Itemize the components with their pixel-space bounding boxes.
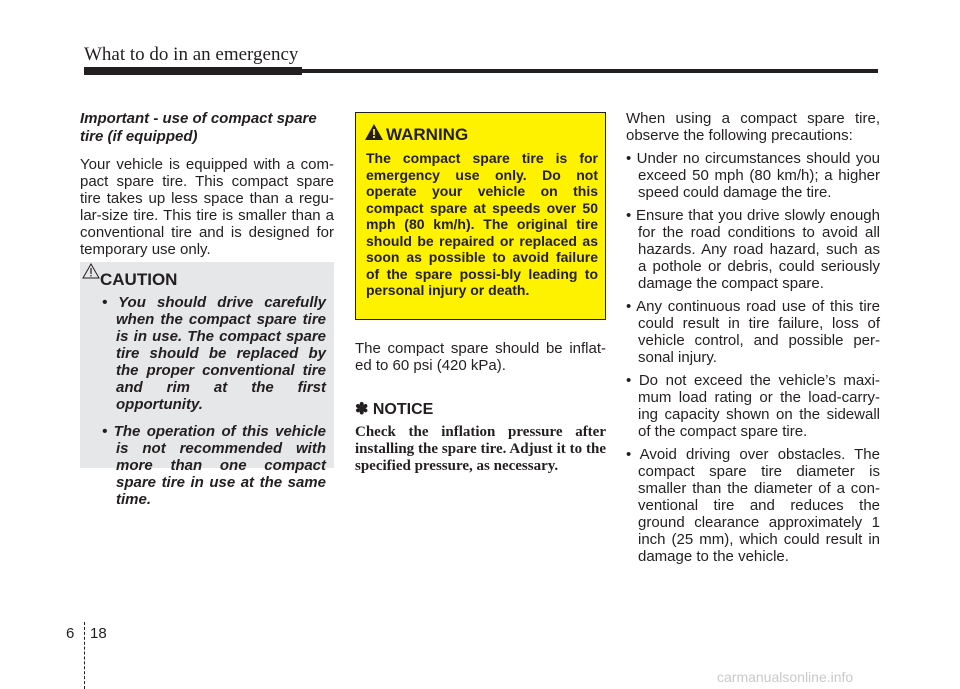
precautions-intro: When using a compact spare tire, observe the following precautions: bbox=[626, 110, 880, 144]
section-subhead: Important - use of compact spare tire (if equipped) bbox=[80, 110, 317, 145]
warning-title: WARNING bbox=[386, 125, 469, 144]
caution-list bbox=[102, 294, 326, 518]
inflation-paragraph: The compact spare should be inflat-ed to 60 psi (420 kPa). bbox=[355, 340, 606, 374]
precaution-item: • Ensure that you drive slowly enough for the road conditions to avoid all hazards. Any road hazard, such as a pothole or debris, could seriously damage the compact spare. bbox=[626, 207, 880, 292]
header-rule bbox=[84, 69, 878, 73]
page-number: 18 bbox=[90, 625, 107, 642]
page-header-title: What to do in an emergency bbox=[84, 44, 299, 65]
caution-box bbox=[80, 262, 334, 508]
caution-title: CAUTION bbox=[100, 270, 178, 289]
precaution-item: • Avoid driving over obstacles. The compact spare tire diameter is smaller than the diameter of a con-ventional tire and reduces the ground clearance approximately 1 inch (25 mm), which could result in damage to the vehicle. bbox=[626, 446, 880, 565]
chapter-number: 6 bbox=[66, 625, 75, 642]
precaution-item: • Do not exceed the vehicle’s maxi-mum load rating or the load-carry-ing capacity shown on the sidewall of the compact spare tire. bbox=[626, 372, 880, 440]
warning-box bbox=[355, 112, 606, 320]
warning-text: The compact spare tire is for emergency use only. Do not operate your vehicle on this compact spare at speeds over 50 mph (80 km/h). The original tire should be repaired or replaced as soon as possible to avoid failure of the spare possi-bly leading to personal injury or death. bbox=[366, 150, 598, 298]
warning-triangle-icon bbox=[364, 123, 384, 141]
notice-title: ✽ NOTICE bbox=[355, 401, 434, 418]
caution-triangle-icon bbox=[82, 263, 100, 279]
notice-text: Check the inflation pressure after installing the spare tire. Adjust it to the specified pressure, as necessary. bbox=[355, 424, 606, 474]
precaution-item: • Any continuous road use of this tire could result in tire failure, loss of vehicle control, and possible per-sonal injury. bbox=[626, 298, 880, 366]
intro-paragraph: Your vehicle is equipped with a com-pact spare tire. This compact spare tire takes up less space than a regu-lar-size tire. This tire is smaller than a conventional tire and is designed for temporary use only. bbox=[80, 156, 334, 258]
watermark: carmanualsonline.info bbox=[717, 669, 854, 685]
inflation-block bbox=[355, 340, 606, 374]
caution-item: • The operation of this vehicle is not recommended with more than one compact spare tire in use at the same time. bbox=[102, 423, 326, 508]
column-right bbox=[626, 110, 880, 571]
footer-divider bbox=[84, 622, 85, 689]
caution-item: • You should drive carefully when the compact spare tire is in use. The compact spare tire should be replaced by the proper conventional tire and rim at the first opportunity. bbox=[102, 294, 326, 413]
column-left bbox=[80, 110, 334, 258]
precaution-item: • Under no circumstances should you exceed 50 mph (80 km/h); a higher speed could damage the tire. bbox=[626, 150, 880, 201]
